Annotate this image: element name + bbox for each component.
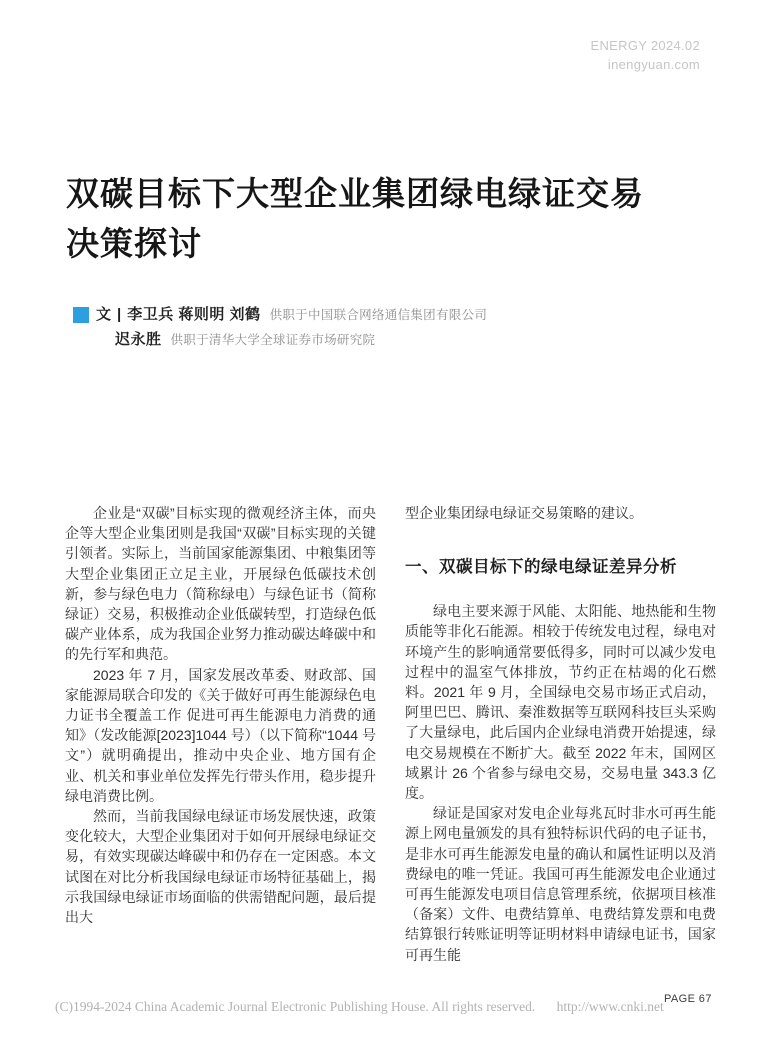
article-title-line1: 双碳目标下大型企业集团绿电绿证交易 — [66, 175, 644, 212]
left-paragraph-3: 然而，当前我国绿电绿证市场发展快速，政策变化较大，大型企业集团对于如何开展绿电绿证交易，有效实现碳达峰碳中和仍存在一定困惑。本文试图在对比分析我国绿电绿证市场特征基础上，揭示我国绿电绿证市场面临的供需错配问题，最后提出大 — [65, 808, 376, 926]
accent-square-icon — [73, 307, 89, 323]
byline-affiliation-2: 供职于清华大学全球证券市场研究院 — [170, 333, 376, 347]
section-heading: 一、双碳目标下的绿电绿证差异分析 — [405, 558, 677, 577]
byline-authors-1: 李卫兵 蒋则明 刘鹤 — [127, 306, 261, 323]
masthead — [591, 36, 700, 74]
masthead-website: inengyuan.com — [607, 57, 700, 72]
article-title — [66, 169, 706, 269]
right-paragraph-1: 绿电主要来源于风能、太阳能、地热能和生物质能等非化石能源。相较于传统发电过程，绿电对环境产生的影响通常要低得多，同时可以减少发电过程中的温室气体排放，节约正在枯竭的化石燃料。2021 年 9 月，全国绿电交易市场正式启动，阿里巴巴、腾讯、秦淮数据等互联网科技巨头采购了大量绿电，此后国内企业绿电消费开始提速，绿电交易规模在不断扩大。截至 2022 年末，国网区域累计 26 个省参与绿电交易，交易电量 343.3 亿度。 — [405, 603, 716, 802]
left-paragraph-2: 2023 年 7 月，国家发展改革委、财政部、国家能源局联合印发的《关于做好可再生能源绿色电力证书全覆盖工作 促进可再生能源电力消费的通知》（发改能源[2023]1044 号）（以下简称“1044 号文”）就明确提出，推动中央企业、地方国有企业、机关和事业单位发挥先行带头作用，稳步提升绿电消费比例。 — [65, 666, 376, 804]
left-paragraph-1: 企业是“双碳”目标实现的微观经济主体，而央企等大型企业集团则是我国“双碳”目标实现的关键引领者。实际上，当前国家能源集团、中粮集团等大型企业集团正立足主业，开展绿色低碳技术创新，参与绿色电力（简称绿电）与绿色证书（简称绿证）交易，积极推动企业低碳转型，打造绿色低碳产业体系，成为我国企业努力推动碳达峰碳中和的先行军和典范。 — [65, 505, 376, 663]
byline-label: 文 — [96, 306, 112, 323]
byline-divider: | — [117, 306, 122, 323]
copyright-text: (C)1994-2024 China Academic Journal Electronic Publishing House. All rights reserved. — [55, 999, 536, 1014]
byline-row-1 — [73, 303, 633, 327]
byline-authors-2: 迟永胜 — [115, 331, 162, 348]
right-column — [405, 503, 716, 965]
left-column — [65, 503, 376, 927]
byline-affiliation-1: 供职于中国联合网络通信集团有限公司 — [269, 308, 488, 322]
right-continuation-paragraph: 型企业集团绿电绿证交易策略的建议。 — [405, 505, 643, 521]
masthead-issue: ENERGY 2024.02 — [590, 38, 700, 53]
footer-copyright — [55, 999, 664, 1015]
article-title-line2: 决策探讨 — [66, 225, 202, 262]
byline — [73, 303, 633, 352]
page-number-label: PAGE 67 — [664, 993, 712, 1005]
right-paragraph-2: 绿证是国家对发电企业每兆瓦时非水可再生能源上网电量颁发的具有独特标识代码的电子证书，是非水可再生能源发电量的确认和属性证明以及消费绿电的唯一凭证。我国可再生能源发电企业通过可再生能源发电项目信息管理系统，依据项目核准（备案）文件、电费结算单、电费结算发票和电费结算银行转账证明等证明材料申请绿电证书，国家可再生能 — [405, 805, 716, 963]
footer-url: http://www.cnki.net — [556, 999, 664, 1014]
byline-row-2 — [115, 328, 633, 352]
